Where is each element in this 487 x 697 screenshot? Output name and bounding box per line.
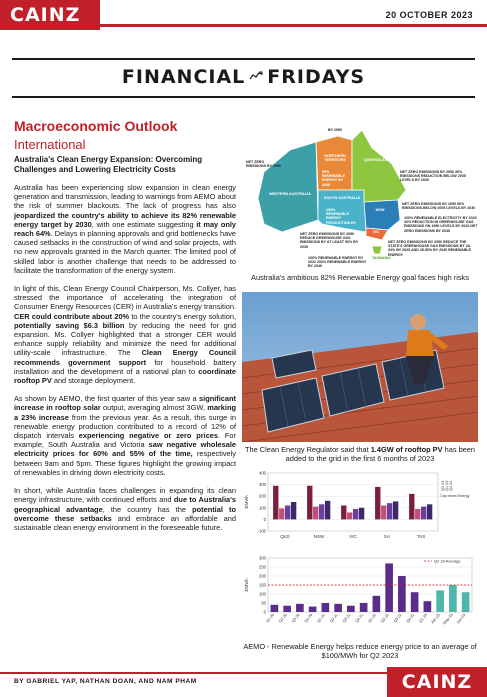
section-title: Macroeconomic Outlook	[14, 118, 178, 134]
chart2-ytick-label-5: 250	[259, 564, 266, 570]
chart2-bar-5	[334, 604, 342, 612]
chart2-ytick-label-2: 100	[259, 591, 266, 597]
chart1-bar-nsw-1	[313, 507, 318, 520]
quarterly-price-chart	[242, 552, 478, 634]
chart1-bar-sa-2	[387, 503, 392, 519]
chart2-xtick-label-4: Q1 21	[316, 613, 327, 624]
photo-caption-bold: 1.4GW of rooftop PV	[370, 445, 443, 454]
note-act: 100% RENEWABLE ELECTRICITY BY 2020 40% REDUCTION IN GREENHOUSE GAS EMISSIONS ON 1990 LEVELS BY 2020 NET ZERO EMISSIONS BY 2045	[404, 216, 478, 233]
chart1-bar-qld-0	[273, 486, 278, 520]
state-label-wa: WESTERN AUSTRALIA	[269, 192, 311, 196]
bold-run-5: experiencing negative or zero prices	[78, 431, 219, 441]
chart1-ytick-label-1: 0	[263, 516, 266, 522]
text-run-2: , the country has the	[102, 504, 193, 514]
text-run-0: In short, while Australia faces challenges in expanding its clean energy infrastructure, with continued efforts and	[14, 486, 236, 505]
header-rule	[100, 24, 487, 27]
cainz-logo: CAINZ	[0, 0, 100, 30]
text-run-4: . Delays in planning approvals and grid bottlenecks have caused setbacks in the construction of wind and solar projects, with no new approvals granted in the March quarter. The limited pool of skilled labor is another challenge that needs to be addressed to facilitate the transformation of the energy system.	[14, 229, 236, 275]
chart1-bar-vic-3	[359, 508, 364, 520]
chart2-ytick-label-4: 200	[259, 573, 266, 579]
chart2-xtick-label-2: Q3 20	[290, 613, 301, 624]
chart1-bar-qld-1	[279, 508, 284, 519]
photo-figure	[242, 292, 478, 463]
chart2-xtick-label-8: Q1 22	[367, 613, 378, 624]
map-caption: Australia's ambitious 82% Renewable Energy goal faces high risks	[251, 273, 469, 282]
chart1-ylabel: $/MWh	[244, 495, 249, 509]
chart1-bar-nsw-2	[319, 504, 324, 519]
chart1-bar-vic-2	[353, 509, 358, 519]
chart2-xtick-label-5: Q2 21	[329, 613, 339, 624]
chart1-bar-vic-1	[347, 512, 352, 519]
chart2-ytick-label-0: 0	[263, 609, 266, 615]
chart2-xtick-label-15: Jun-23	[455, 613, 467, 625]
rooftop-solar-illustration	[242, 292, 478, 442]
chart2-bar-1	[283, 606, 291, 612]
chart1-ytick-label-3: 200	[259, 493, 266, 499]
chart2-xtick-label-13: Apr-23	[430, 613, 441, 625]
bold-run-3: it may only reach 64%	[14, 219, 237, 239]
masthead-rule-bottom	[12, 96, 475, 98]
bold-run-5: Clean Energy Council recommends government support	[14, 348, 236, 367]
chart1-bar-nsw-0	[307, 486, 312, 520]
note-tas: 100% RENEWABLE ENERGY BY 2022 200% RENEWABLE ENERGY BY 2040	[308, 256, 367, 269]
chart2-ylabel: $/MWh	[244, 578, 249, 592]
bold-run-3: potentially saving $6.3 billion	[14, 320, 125, 330]
australia-map	[242, 120, 478, 270]
chart2-xtick-label-12: Q1 23	[418, 613, 429, 624]
top-bar	[0, 0, 487, 34]
chart1-ytick-label-5: 400	[259, 470, 266, 476]
chart2-bar-6	[347, 606, 355, 612]
map-figure	[242, 120, 478, 282]
map-wa	[258, 142, 318, 232]
chart1-bar-sa-1	[381, 505, 386, 519]
text-run-4: and embrace an affordable and sustainable clean energy environment in the foreseeable future.	[14, 513, 236, 532]
paragraph-2	[14, 284, 236, 385]
state-label-qld: QUEENSLAND	[363, 158, 391, 162]
chart2-bar-11	[411, 592, 419, 612]
chart2-xtick-label-1: Q2 20	[278, 613, 288, 624]
chart2-xtick-label-6: Q3 21	[341, 613, 352, 624]
photo-caption-pre: The Clean Energy Regulator said that	[244, 445, 371, 454]
photo-caption	[242, 445, 478, 463]
chart2-legend-label: Q2 23 Average	[434, 558, 461, 564]
text-run-6: for household battery installation and the development of a national plan to	[14, 357, 236, 376]
masthead-rule-top	[12, 58, 475, 60]
chart2-bar-8	[373, 596, 381, 612]
chart2-bar-12	[424, 601, 432, 612]
price-charts-figure	[242, 469, 478, 660]
bold-run-7: saw negative wholesale electricity prices for 60% and 55% of the time,	[14, 440, 236, 459]
chart1-ytick-label-0: -100	[257, 528, 266, 534]
chart1-bar-tas-2	[421, 507, 426, 520]
chart2-bar-10	[398, 576, 406, 612]
text-run-4: by reducing the need for grid expansion. Ms. Collyer highlighted that a stronger CER would enhance supply reliability and minimize the need for additional utility-scale infrastructure. The	[14, 320, 237, 358]
chart1-xtick-label-sa: SA	[383, 534, 391, 539]
chart2-bar-13	[436, 590, 444, 612]
bold-run-3: potential to overcome these setbacks	[14, 504, 236, 523]
note-sa-low: NET ZERO EMISSIONS BY 2050 REDUCE GREENHOUSE GAS EMISSIONS BY AT LEAST 50% BY 2030	[300, 232, 359, 249]
masthead-word-fridays: FRIDAYS	[267, 66, 366, 88]
photo-caption-post: has been added to the grid in the first 6 months of 2023	[285, 445, 476, 463]
chart1-bar-tas-1	[415, 509, 420, 519]
state-label-nsw: NSW	[375, 208, 385, 212]
chart1-bar-qld-2	[285, 505, 290, 519]
masthead-word-financial: FINANCIAL	[121, 66, 246, 88]
note-wa: NET ZERO EMISSIONS BY 2050	[246, 160, 281, 169]
bull-bear-icon	[249, 71, 263, 84]
map-tas	[372, 246, 382, 254]
chart1-bar-qld-3	[291, 502, 296, 519]
figures-column	[242, 120, 478, 660]
chart1-xtick-label-nsw: NSW	[313, 534, 325, 539]
text-run-2: output, averaging almost 3GW,	[100, 403, 208, 413]
chart2-xtick-label-9: Q2 22	[380, 613, 390, 624]
note-vic: NET ZERO EMISSIONS BY 2050 REDUCE THE STATE'S GREENHOUSE GAS EMISSIONS BY 28-33% BY 2025 AND 45-50% BY 2030 RENEWABLE ENERGY	[388, 240, 472, 257]
paragraph-1	[14, 183, 236, 275]
chart1-bar-sa-0	[375, 487, 380, 519]
paragraph-3	[14, 394, 236, 477]
chart1-ytick-label-4: 300	[259, 482, 266, 488]
bold-run-1: jeopardized the country's ability to achieve its 82% renewable energy target by 2030	[14, 210, 236, 229]
bold-run-7: coordinate rooftop PV	[14, 366, 236, 386]
chart2-xtick-label-0: Q1 20	[265, 613, 276, 624]
chart1-xtick-label-qld: QLD	[280, 534, 290, 539]
chart2-bar-0	[271, 605, 279, 612]
paragraph-4	[14, 486, 236, 532]
chart2-bar-14	[449, 585, 457, 612]
chart2-bar-2	[296, 604, 304, 612]
chart1-xtick-label-vic: VIC	[349, 534, 357, 539]
state-label-nt: NORTHERN TERRITORY	[324, 154, 346, 163]
chart1-ytick-label-2: 100	[259, 505, 266, 511]
bold-run-1: CER could contribute about 20%	[14, 311, 130, 321]
note-nsw: NET ZERO EMISSIONS BY 2050 50% EMISSIONS BELOW 2005 LEVELS BY 2030	[402, 202, 476, 211]
chart2-bar-15	[462, 592, 470, 612]
chart1-bar-nsw-3	[325, 501, 330, 520]
bold-run-3: marking a 23% increase	[14, 403, 237, 422]
text-run-8: respectively between 9am and 5pm. These figures highlight the growing impact of renewables in driving down electricity costs.	[14, 449, 236, 477]
subsection-title: International	[14, 137, 86, 152]
text-run-0: Australia has been experiencing slow expansion in clean energy generation and transmission, leading to warnings from AEMO about the risk of summer blackouts. The lack of progress has also	[14, 183, 236, 211]
chart1-legend-0: Q2 23	[441, 480, 445, 491]
text-run-0: As shown by AEMO, the first quarter of this year saw a	[14, 394, 200, 404]
chart2-ytick-label-1: 50	[261, 600, 266, 606]
note-nt: 50% RENEWABLE ENERGY BY 2030	[322, 170, 345, 187]
chart1-bar-sa-3	[393, 501, 398, 519]
state-price-chart	[242, 469, 478, 547]
chart1-legend-2: Q4 22	[449, 480, 453, 491]
text-run-6: . For example, South Australia and Victoria	[14, 431, 237, 450]
note-qld: NET ZERO EMISSIONS BY 2050 30% EMISSIONS REDUCTION BELOW 2005 LEVELS BY 2030	[400, 170, 466, 183]
state-label-sa: SOUTH AUSTRALIA	[323, 196, 361, 200]
cainz-logo-footer: CAINZ	[387, 667, 487, 697]
chart2-ytick-label-6: 300	[259, 555, 266, 561]
text-run-4: from the previous year. As a result, this surge in renewable energy production contributed to a record of 12% of dispatch intervals	[14, 412, 236, 441]
rooftop-solar-photo	[242, 292, 478, 442]
chart2-ytick-label-3: 150	[259, 582, 266, 588]
state-label-vic: VIC	[372, 230, 380, 234]
bold-run-1: significant increase in rooftop solar	[14, 394, 236, 413]
chart2-bar-7	[360, 603, 368, 612]
text-run-8: and storage deployment.	[51, 376, 136, 386]
chart2-xtick-label-7: Q4 21	[354, 613, 365, 624]
note-sa: 100% RENEWABLE ENERGY PRODUCTION BY 2030	[326, 208, 357, 229]
chart1-bar-tas-3	[427, 504, 432, 519]
masthead	[0, 66, 487, 88]
chart1-legend-1: Q1 23	[445, 480, 449, 491]
text-run-2: to the country's energy solution,	[129, 311, 236, 321]
text-run-0: In light of this, Clean Energy Council Chairperson, Ms. Collyer, has stressed the importance of accelerating the integration of Consumer Energy Resources (CER) in Australia's energy transition.	[14, 284, 236, 312]
chart1-bar-vic-0	[341, 505, 346, 519]
issue-date: 20 OCTOBER 2023	[385, 10, 473, 20]
authors: BY GABRIEL YAP, NATHAN DOAN, AND NAM PHAM	[14, 678, 197, 685]
state-label-tas: TASMANIA	[372, 256, 391, 260]
map-nsw	[364, 200, 400, 230]
article-column	[14, 118, 236, 532]
chart2-xtick-label-3: Q4 20	[303, 613, 314, 624]
article-headline: Australia's Clean Energy Expansion: Overcoming Challenges and Lowering Electricity Costs	[14, 155, 203, 174]
chart-caption: AEMO - Renewable Energy helps reduce energy price to an average of $100/MWh for Q2 2023	[243, 642, 477, 660]
chart1-legend-note: Cap return Energy	[440, 494, 470, 498]
note-nt-top: BY 2050	[328, 128, 342, 132]
footer-rule	[0, 672, 387, 674]
chart1-bar-tas-0	[409, 494, 414, 520]
text-run-2: , with one estimate suggesting	[91, 219, 197, 229]
chart2-xtick-label-14: May-23	[442, 613, 454, 626]
chart2-bar-3	[309, 607, 317, 612]
chart2-xtick-label-10: Q3 22	[392, 613, 403, 624]
chart2-xtick-label-11: Q4 22	[405, 613, 416, 624]
chart2-bar-4	[322, 603, 330, 612]
chart1-xtick-label-tas: TAS	[416, 534, 426, 539]
bold-run-1: due to Australia's geographical advantage	[14, 495, 236, 514]
chart2-bar-9	[385, 563, 393, 612]
